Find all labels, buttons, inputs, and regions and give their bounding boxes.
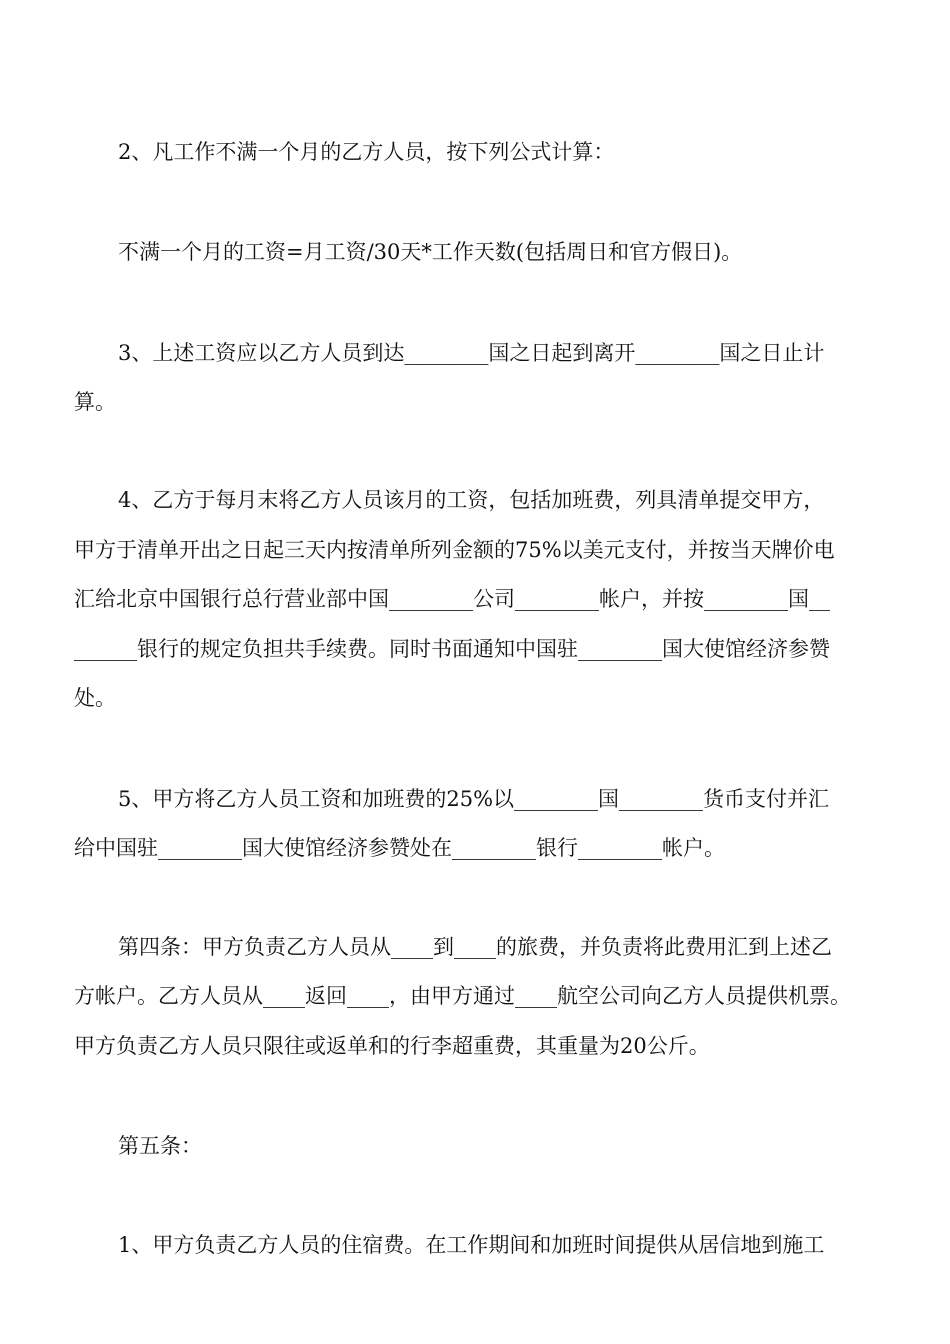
paragraph-line: 方帐户。乙方人员从____返回____，由甲方通过____航空公司向乙方人员提供机票。 <box>74 984 851 1008</box>
paragraph-line: 1、甲方负责乙方人员的住宿费。在工作期间和加班时间提供从居信地到施工 <box>118 1233 825 1257</box>
paragraph-line: 3、上述工资应以乙方人员到达________国之日起到离开________国之日止计 <box>118 341 825 365</box>
paragraph-line: 甲方于清单开出之日起三天内按清单所列金额的75%以美元支付，并按当天牌价电 <box>74 538 835 562</box>
paragraph-line: 汇给北京中国银行总行营业部中国________公司________帐户，并按________国__ <box>74 587 830 611</box>
paragraph-line: 甲方负责乙方人员只限往或返单和的行李超重费，其重量为20公斤。 <box>74 1034 710 1058</box>
paragraph-line: 4、乙方于每月末将乙方人员该月的工资，包括加班费，列具清单提交甲方， <box>118 488 825 512</box>
paragraph-line: 不满一个月的工资=月工资/30天*工作天数(包括周日和官方假日)。 <box>118 240 743 264</box>
paragraph-line: 5、甲方将乙方人员工资和加班费的25%以________国________货币支付并汇 <box>118 787 830 811</box>
paragraph-line: 算。 <box>74 390 116 414</box>
paragraph-line: ______银行的规定负担共手续费。同时书面通知中国驻________国大使馆经济参赞 <box>74 637 830 661</box>
paragraph-line: 第四条：甲方负责乙方人员从____到____的旅费，并负责将此费用汇到上述乙 <box>118 935 832 959</box>
paragraph-line: 2、凡工作不满一个月的乙方人员，按下列公式计算： <box>118 140 615 164</box>
paragraph-line: 给中国驻________国大使馆经济参赞处在________银行________帐户。 <box>74 836 725 860</box>
paragraph-line: 处。 <box>74 686 116 710</box>
section-heading: 第五条： <box>118 1134 202 1158</box>
